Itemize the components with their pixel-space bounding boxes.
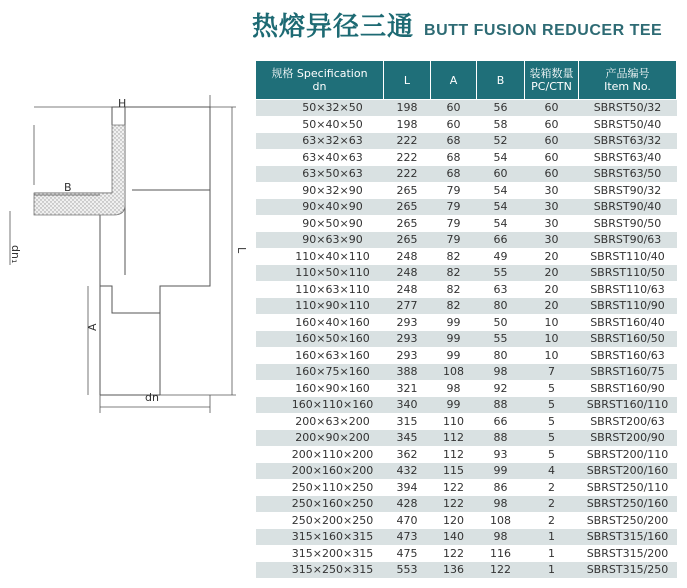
cell-a: 82 xyxy=(431,281,477,298)
cell-l: 198 xyxy=(384,100,431,117)
cell-l: 432 xyxy=(384,463,431,480)
cell-b: 80 xyxy=(477,298,525,315)
cell-item-no: SBRST110/50 xyxy=(579,265,677,282)
cell-pc-ctn: 10 xyxy=(525,347,579,364)
label-dn1: dn₁ xyxy=(9,245,22,264)
table-row xyxy=(256,463,677,480)
cell-spec: 63×40×63 xyxy=(256,149,384,166)
cell-b: 98 xyxy=(477,364,525,381)
cell-spec: 63×50×63 xyxy=(256,166,384,183)
cell-a: 79 xyxy=(431,182,477,199)
cell-l: 277 xyxy=(384,298,431,315)
cell-b: 58 xyxy=(477,116,525,133)
cell-a: 99 xyxy=(431,347,477,364)
cell-a: 108 xyxy=(431,364,477,381)
table-row xyxy=(256,232,677,249)
cell-l: 470 xyxy=(384,512,431,529)
cell-b: 80 xyxy=(477,347,525,364)
cell-l: 222 xyxy=(384,149,431,166)
page-title xyxy=(252,6,662,40)
table-row xyxy=(256,347,677,364)
cell-l: 293 xyxy=(384,347,431,364)
table-row xyxy=(256,529,677,546)
header-a: A xyxy=(431,61,477,100)
cell-item-no: SBRST315/200 xyxy=(579,545,677,562)
cell-l: 475 xyxy=(384,545,431,562)
cell-spec: 160×90×160 xyxy=(256,380,384,397)
cell-item-no: SBRST110/63 xyxy=(579,281,677,298)
cell-spec: 110×63×110 xyxy=(256,281,384,298)
cell-spec: 90×63×90 xyxy=(256,232,384,249)
cell-spec: 200×90×200 xyxy=(256,430,384,447)
spec-table xyxy=(255,60,677,579)
table-row xyxy=(256,248,677,265)
cell-pc-ctn: 5 xyxy=(525,430,579,447)
cell-spec: 250×160×250 xyxy=(256,496,384,513)
cell-l: 265 xyxy=(384,199,431,216)
cell-a: 122 xyxy=(431,545,477,562)
cell-b: 60 xyxy=(477,166,525,183)
cell-pc-ctn: 1 xyxy=(525,545,579,562)
cell-b: 63 xyxy=(477,281,525,298)
cell-spec: 50×32×50 xyxy=(256,100,384,117)
cell-pc-ctn: 30 xyxy=(525,232,579,249)
table-row xyxy=(256,281,677,298)
cell-pc-ctn: 60 xyxy=(525,100,579,117)
cell-pc-ctn: 4 xyxy=(525,463,579,480)
cell-pc-ctn: 10 xyxy=(525,314,579,331)
cell-a: 112 xyxy=(431,446,477,463)
cell-l: 265 xyxy=(384,182,431,199)
cell-b: 93 xyxy=(477,446,525,463)
cell-item-no: SBRST63/50 xyxy=(579,166,677,183)
cell-item-no: SBRST110/40 xyxy=(579,248,677,265)
cell-b: 88 xyxy=(477,397,525,414)
cell-spec: 110×50×110 xyxy=(256,265,384,282)
table-row xyxy=(256,133,677,150)
cell-item-no: SBRST315/250 xyxy=(579,562,677,579)
table-header-row xyxy=(256,61,677,100)
cell-item-no: SBRST63/40 xyxy=(579,149,677,166)
cell-b: 55 xyxy=(477,265,525,282)
cell-item-no: SBRST160/50 xyxy=(579,331,677,348)
cell-a: 79 xyxy=(431,232,477,249)
table-row xyxy=(256,149,677,166)
cell-item-no: SBRST160/75 xyxy=(579,364,677,381)
table-row xyxy=(256,298,677,315)
cell-spec: 110×90×110 xyxy=(256,298,384,315)
cell-pc-ctn: 2 xyxy=(525,496,579,513)
cell-spec: 200×63×200 xyxy=(256,413,384,430)
cell-pc-ctn: 5 xyxy=(525,446,579,463)
cell-l: 248 xyxy=(384,265,431,282)
cell-b: 86 xyxy=(477,479,525,496)
cell-item-no: SBRST90/40 xyxy=(579,199,677,216)
table-row xyxy=(256,314,677,331)
technical-drawing xyxy=(0,95,250,425)
cell-a: 60 xyxy=(431,116,477,133)
cell-a: 68 xyxy=(431,166,477,183)
cell-l: 222 xyxy=(384,133,431,150)
cell-spec: 50×40×50 xyxy=(256,116,384,133)
cell-l: 473 xyxy=(384,529,431,546)
cell-item-no: SBRST160/90 xyxy=(579,380,677,397)
cell-l: 265 xyxy=(384,215,431,232)
table-row xyxy=(256,182,677,199)
cell-a: 82 xyxy=(431,265,477,282)
cell-b: 108 xyxy=(477,512,525,529)
cell-a: 120 xyxy=(431,512,477,529)
table-row xyxy=(256,446,677,463)
cell-item-no: SBRST200/110 xyxy=(579,446,677,463)
cell-l: 293 xyxy=(384,314,431,331)
table-row xyxy=(256,496,677,513)
cell-b: 66 xyxy=(477,413,525,430)
cell-pc-ctn: 2 xyxy=(525,512,579,529)
cell-spec: 63×32×63 xyxy=(256,133,384,150)
table-row xyxy=(256,331,677,348)
table-row xyxy=(256,545,677,562)
cell-spec: 90×32×90 xyxy=(256,182,384,199)
cell-pc-ctn: 1 xyxy=(525,529,579,546)
cell-a: 122 xyxy=(431,496,477,513)
cell-l: 265 xyxy=(384,232,431,249)
cell-spec: 250×110×250 xyxy=(256,479,384,496)
cell-pc-ctn: 1 xyxy=(525,562,579,579)
table-row xyxy=(256,397,677,414)
header-pc-ctn: 装箱数量 PC/CTN xyxy=(525,61,579,100)
cell-pc-ctn: 2 xyxy=(525,479,579,496)
cell-pc-ctn: 30 xyxy=(525,215,579,232)
table-row xyxy=(256,562,677,579)
cell-item-no: SBRST160/110 xyxy=(579,397,677,414)
cell-item-no: SBRST250/110 xyxy=(579,479,677,496)
cell-pc-ctn: 5 xyxy=(525,413,579,430)
cell-b: 52 xyxy=(477,133,525,150)
cell-pc-ctn: 20 xyxy=(525,248,579,265)
cell-a: 79 xyxy=(431,199,477,216)
cell-spec: 90×50×90 xyxy=(256,215,384,232)
cell-pc-ctn: 5 xyxy=(525,397,579,414)
cell-l: 362 xyxy=(384,446,431,463)
cell-a: 99 xyxy=(431,397,477,414)
cell-spec: 315×250×315 xyxy=(256,562,384,579)
cell-item-no: SBRST90/63 xyxy=(579,232,677,249)
table-row xyxy=(256,380,677,397)
table-row xyxy=(256,430,677,447)
table-row xyxy=(256,166,677,183)
cell-a: 82 xyxy=(431,298,477,315)
cell-b: 49 xyxy=(477,248,525,265)
table-row xyxy=(256,512,677,529)
cell-spec: 160×50×160 xyxy=(256,331,384,348)
cell-item-no: SBRST250/160 xyxy=(579,496,677,513)
cell-spec: 200×110×200 xyxy=(256,446,384,463)
cell-pc-ctn: 60 xyxy=(525,166,579,183)
cell-l: 222 xyxy=(384,166,431,183)
cell-b: 54 xyxy=(477,149,525,166)
title-english: BUTT FUSION REDUCER TEE xyxy=(424,22,663,39)
label-b: B xyxy=(64,181,72,194)
label-h: H xyxy=(118,97,127,110)
cell-l: 345 xyxy=(384,430,431,447)
cell-item-no: SBRST200/63 xyxy=(579,413,677,430)
table-row xyxy=(256,100,677,117)
cell-b: 54 xyxy=(477,215,525,232)
label-a: A xyxy=(86,323,99,331)
cell-spec: 90×40×90 xyxy=(256,199,384,216)
header-spec: 规格 Specification dn xyxy=(256,61,384,100)
cell-pc-ctn: 20 xyxy=(525,265,579,282)
cell-pc-ctn: 10 xyxy=(525,331,579,348)
cell-pc-ctn: 60 xyxy=(525,149,579,166)
cell-pc-ctn: 30 xyxy=(525,182,579,199)
cell-b: 99 xyxy=(477,463,525,480)
cell-a: 115 xyxy=(431,463,477,480)
cell-spec: 110×40×110 xyxy=(256,248,384,265)
cell-item-no: SBRST50/40 xyxy=(579,116,677,133)
cell-spec: 160×75×160 xyxy=(256,364,384,381)
cell-a: 60 xyxy=(431,100,477,117)
cell-spec: 160×110×160 xyxy=(256,397,384,414)
cell-a: 110 xyxy=(431,413,477,430)
cell-a: 136 xyxy=(431,562,477,579)
cell-b: 56 xyxy=(477,100,525,117)
cell-b: 116 xyxy=(477,545,525,562)
header-l: L xyxy=(384,61,431,100)
cell-a: 140 xyxy=(431,529,477,546)
cell-l: 248 xyxy=(384,248,431,265)
cell-spec: 200×160×200 xyxy=(256,463,384,480)
cell-l: 315 xyxy=(384,413,431,430)
cell-item-no: SBRST110/90 xyxy=(579,298,677,315)
cell-l: 394 xyxy=(384,479,431,496)
label-dn: dn xyxy=(145,391,159,404)
cell-item-no: SBRST63/32 xyxy=(579,133,677,150)
cell-item-no: SBRST200/90 xyxy=(579,430,677,447)
cell-l: 388 xyxy=(384,364,431,381)
table-row xyxy=(256,265,677,282)
cell-item-no: SBRST160/40 xyxy=(579,314,677,331)
cell-b: 54 xyxy=(477,199,525,216)
header-b: B xyxy=(477,61,525,100)
cell-item-no: SBRST90/32 xyxy=(579,182,677,199)
cell-pc-ctn: 60 xyxy=(525,116,579,133)
cell-spec: 315×160×315 xyxy=(256,529,384,546)
cell-spec: 250×200×250 xyxy=(256,512,384,529)
cell-b: 122 xyxy=(477,562,525,579)
cell-pc-ctn: 7 xyxy=(525,364,579,381)
cell-pc-ctn: 20 xyxy=(525,281,579,298)
cell-l: 248 xyxy=(384,281,431,298)
table-row xyxy=(256,199,677,216)
table-row xyxy=(256,479,677,496)
cell-l: 428 xyxy=(384,496,431,513)
cell-l: 340 xyxy=(384,397,431,414)
cell-item-no: SBRST50/32 xyxy=(579,100,677,117)
cell-b: 98 xyxy=(477,496,525,513)
table-row xyxy=(256,116,677,133)
cell-item-no: SBRST200/160 xyxy=(579,463,677,480)
cell-item-no: SBRST315/160 xyxy=(579,529,677,546)
cell-b: 55 xyxy=(477,331,525,348)
cell-a: 79 xyxy=(431,215,477,232)
cell-l: 293 xyxy=(384,331,431,348)
cell-a: 99 xyxy=(431,331,477,348)
cell-b: 88 xyxy=(477,430,525,447)
table-row xyxy=(256,364,677,381)
cell-b: 54 xyxy=(477,182,525,199)
cell-item-no: SBRST250/200 xyxy=(579,512,677,529)
cell-l: 198 xyxy=(384,116,431,133)
header-item-no: 产品编号 Item No. xyxy=(579,61,677,100)
label-l: L xyxy=(235,247,248,254)
cell-a: 122 xyxy=(431,479,477,496)
cell-item-no: SBRST90/50 xyxy=(579,215,677,232)
cell-b: 50 xyxy=(477,314,525,331)
cell-b: 98 xyxy=(477,529,525,546)
cell-b: 92 xyxy=(477,380,525,397)
cell-l: 553 xyxy=(384,562,431,579)
cell-pc-ctn: 20 xyxy=(525,298,579,315)
cell-l: 321 xyxy=(384,380,431,397)
cell-item-no: SBRST160/63 xyxy=(579,347,677,364)
cell-a: 68 xyxy=(431,133,477,150)
cell-a: 99 xyxy=(431,314,477,331)
title-chinese: 热熔异径三通 xyxy=(252,12,415,42)
cell-pc-ctn: 60 xyxy=(525,133,579,150)
cell-b: 66 xyxy=(477,232,525,249)
cell-a: 112 xyxy=(431,430,477,447)
cell-spec: 315×200×315 xyxy=(256,545,384,562)
cell-a: 98 xyxy=(431,380,477,397)
cell-pc-ctn: 30 xyxy=(525,199,579,216)
table-row xyxy=(256,413,677,430)
cell-a: 82 xyxy=(431,248,477,265)
table-row xyxy=(256,215,677,232)
cell-pc-ctn: 5 xyxy=(525,380,579,397)
cell-spec: 160×63×160 xyxy=(256,347,384,364)
cell-a: 68 xyxy=(431,149,477,166)
cell-spec: 160×40×160 xyxy=(256,314,384,331)
